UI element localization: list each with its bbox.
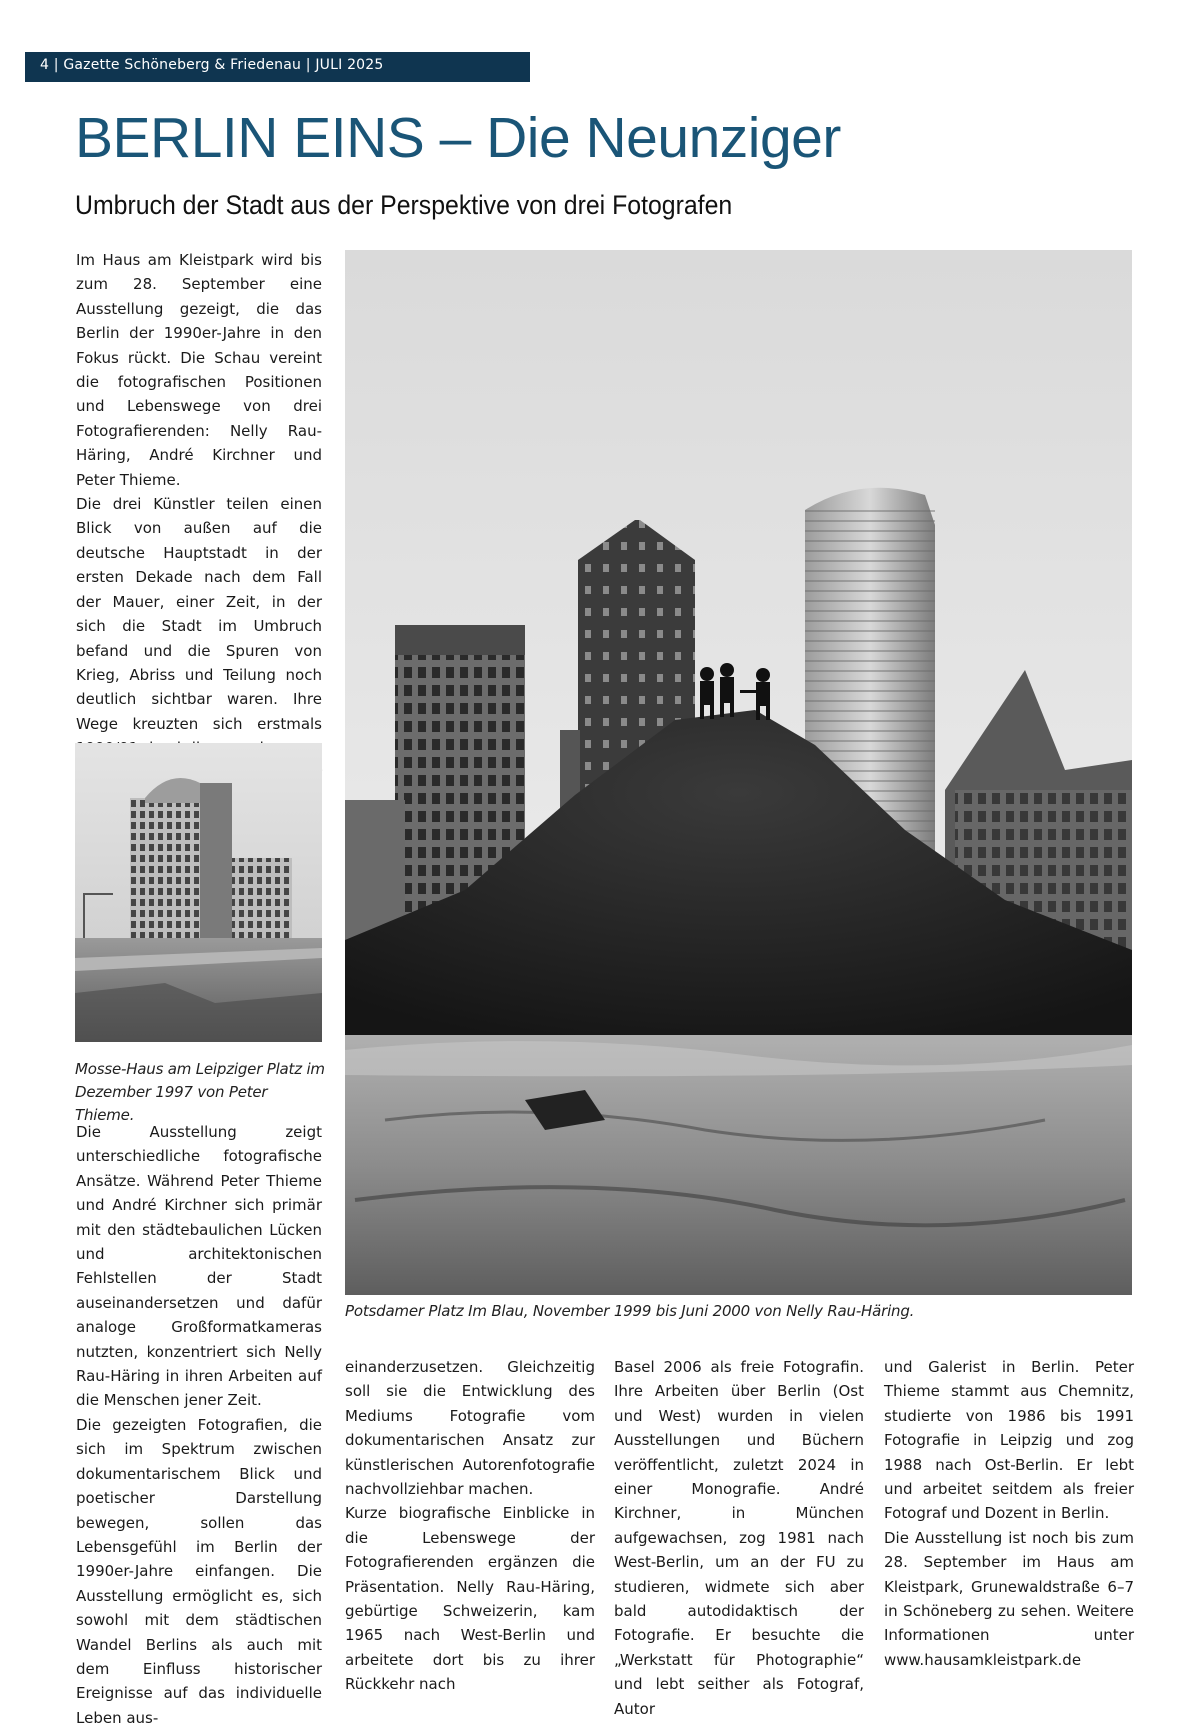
article-paragraph: Die drei Künstler teilen einen Blick von außen auf die deutsche Hauptstadt in der ersten Dekade nach dem Fall der Mauer, einer Zeit, in der sich die Stadt im Umbruch befand und die Spuren von Krieg, Abriss und Teilung noch deutlich sichtbar waren. Ihre Wege kreuzten sich erstmals <box>76 495 322 733</box>
main-photo-caption: Potsdamer Platz Im Blau, November 1999 bis Juni 2000 von Nelly Rau-Häring. <box>345 1302 915 1320</box>
article-column-3 <box>614 1355 864 1721</box>
article-paragraph: Basel 2006 als freie Fotografin. Ihre Arbeiten über Berlin (Ost und West) wurden in vielen Ausstellungen und Büchern veröffentlicht, zuletzt 2024 in einer Monografie. André Kirchner, in München aufgewachsen, zog 1981 nach West-Berlin, um an der FU zu studieren, widmete sich aber bald autodidaktisch der Fotografie. Er besuchte die „Werkstatt für Photographie“ und lebt seither als Fotograf, Autor <box>614 1358 864 1718</box>
article-paragraph: einanderzusetzen. Gleichzeitig soll sie die Entwicklung des Mediums Fotografie vom dokumentarischen Ansatz zur künstlerischen Autorenfotografie nachvollziehbar machen. <box>345 1358 595 1499</box>
page-title: BERLIN EINS – Die Neunziger <box>75 106 841 170</box>
article-column-4 <box>884 1355 1134 1672</box>
article-column-1-bottom <box>76 1120 322 1730</box>
page-subtitle: Umbruch der Stadt aus der Perspektive von drei Fotografen <box>75 190 733 220</box>
article-paragraph: Die Ausstellung zeigt unterschiedliche fotografische Ansätze. Während Peter Thieme und André Kirchner sich primär mit den städtebaulichen Lücken und architektonischen Fehlstellen der Stadt auseinandersetzen und dafür analoge Großformatkameras nutzten, konzentriert sich Nelly Rau-Häring in ihren Arbeiten auf die Menschen jener Zeit. <box>76 1123 322 1410</box>
article-paragraph: Im Haus am Kleistpark wird bis zum 28. September eine Ausstellung gezeigt, die das Berlin der 1990er-Jahre in den Fokus rückt. Die Schau vereint die fotografischen Positionen und Lebenswege von drei Fotografierenden: Nelly Rau-Häring, André Kirchner und Peter Thieme. <box>76 251 322 489</box>
article-paragraph: und Galerist in Berlin. Peter Thieme stammt aus Chemnitz, studierte von 1986 bis 1991 Fotografie in Leipzig und zog 1988 nach Ost-Berlin. Er lebt und arbeitet seitdem als freier Fotograf und Dozent in Berlin. <box>884 1358 1134 1523</box>
article-paragraph: Kurze biografische Einblicke in die Lebenswege der Fotografierenden ergänzen die Präsentation. Nelly Rau-Häring, gebürtige Schweizerin, kam 1965 nach West-Berlin und arbeitete dort bis zu ihrer Rückkehr nach <box>345 1504 595 1694</box>
article-column-2 <box>345 1355 595 1697</box>
small-photo-caption: Mosse-Haus am Leipziger Platz im Dezember 1997 von Peter Thieme. <box>75 1060 325 1124</box>
mosse-haus-photo <box>75 743 322 1042</box>
header-text: 4 | Gazette Schöneberg & Friedenau | JULI 2025 <box>40 57 384 73</box>
potsdamer-platz-photo <box>345 250 1132 1295</box>
article-column-1-top <box>76 248 322 809</box>
article-paragraph: Die Ausstellung ist noch bis zum 28. September im Haus am Kleistpark, Grunewaldstraße 6–7 in Schöneberg zu sehen. Weitere Informationen unter www.hausamkleistpark.de <box>884 1528 1134 1669</box>
article-paragraph: Die gezeigten Fotografien, die sich im Spektrum zwischen dokumentarischem Blick und poetischer Darstellung bewegen, sollen das Lebensgefühl im Berlin der 1990er-Jahre einfangen. Die Ausstellung ermöglicht es, sich sowohl mit dem städtischen Wandel Berlins als auch mit dem Einfluss historischer Ereignisse auf das individuelle Leben aus- <box>76 1415 322 1727</box>
